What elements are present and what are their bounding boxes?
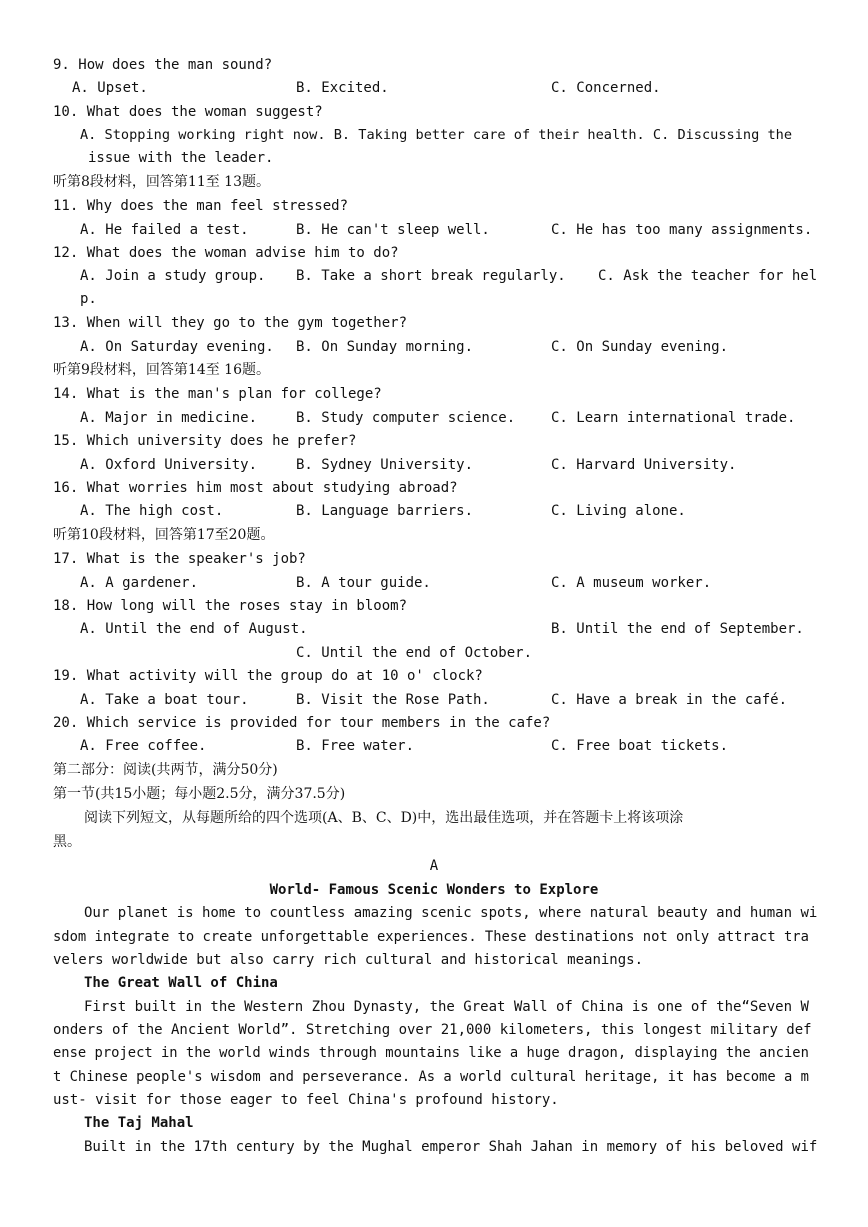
question-12-option-c-continued: p. [80, 291, 97, 307]
question-18-option-b: B. Until the end of September. [551, 621, 804, 637]
passage-letter: A [429, 858, 439, 874]
question-13-option-c: C. On Sunday evening. [551, 339, 729, 355]
question-16-option-c: C. Living alone. [551, 503, 686, 519]
section-9-heading: 听第9段材料，回答第14至 16题。 [53, 362, 270, 378]
question-12-option-b: B. Take a short break regularly. [296, 268, 566, 284]
question-17-stem: 17. What is the speaker's job? [53, 551, 306, 567]
question-19-option-a: A. Take a boat tour. [80, 692, 249, 708]
question-16-option-a: A. The high cost. [80, 503, 224, 519]
question-13-option-b: B. On Sunday morning. [296, 339, 474, 355]
reading-instructions-continued: 黑。 [53, 834, 81, 850]
question-14-option-a: A. Major in medicine. [80, 410, 258, 426]
question-20-stem: 20. Which service is provided for tour members in the cafe? [53, 715, 551, 731]
question-11-option-b: B. He can't sleep well. [296, 222, 490, 238]
question-16-option-b: B. Language barriers. [296, 503, 474, 519]
paragraph-2-line-1: First built in the Western Zhou Dynasty, the Great Wall of China is one of the“Seven W [84, 999, 809, 1015]
question-14-option-b: B. Study computer science. [296, 410, 516, 426]
paragraph-1-line-3: velers worldwide but also carry rich cultural and historical meanings. [53, 952, 644, 968]
question-9-stem: 9. How does the man sound? [53, 57, 273, 73]
question-15-stem: 15. Which university does he prefer? [53, 433, 357, 449]
question-11-option-a: A. He failed a test. [80, 222, 249, 238]
question-11-stem: 11. Why does the man feel stressed? [53, 198, 349, 214]
part-2-heading: 第二部分：阅读(共两节，满分50分) [53, 762, 278, 778]
question-9-option-c: C. Concerned. [551, 80, 661, 96]
question-19-option-b: B. Visit the Rose Path. [296, 692, 490, 708]
question-17-option-a: A. A gardener. [80, 575, 199, 591]
paragraph-1-line-2: sdom integrate to create unforgettable experiences. These destinations not only attract tra [53, 929, 809, 945]
question-12-option-a: A. Join a study group. [80, 268, 266, 284]
question-10-stem: 10. What does the woman suggest? [53, 104, 323, 120]
question-14-option-c: C. Learn international trade. [551, 410, 796, 426]
question-13-option-a: A. On Saturday evening. [80, 339, 274, 355]
question-15-option-c: C. Harvard University. [551, 457, 737, 473]
subheading-great-wall: The Great Wall of China [84, 975, 278, 991]
question-20-option-c: C. Free boat tickets. [551, 738, 729, 754]
question-19-option-c: C. Have a break in the café. [551, 692, 788, 708]
question-15-option-b: B. Sydney University. [296, 457, 474, 473]
question-13-stem: 13. When will they go to the gym together? [53, 315, 408, 331]
question-10-options-line1: A. Stopping working right now. B. Taking better care of their health. C. Discussing the [80, 127, 793, 143]
subheading-taj-mahal: The Taj Mahal [84, 1115, 194, 1131]
question-17-option-b: B. A tour guide. [296, 575, 431, 591]
question-15-option-a: A. Oxford University. [80, 457, 258, 473]
question-9-option-a: A. Upset. [72, 80, 148, 96]
section-1-heading: 第一节(共15小题；每小题2.5分，满分37.5分) [53, 786, 346, 802]
question-18-option-c: C. Until the end of October. [296, 645, 533, 661]
question-20-option-b: B. Free water. [296, 738, 415, 754]
question-12-option-c: C. Ask the teacher for hel [598, 268, 818, 284]
question-12-stem: 12. What does the woman advise him to do? [53, 245, 399, 261]
passage-title: World- Famous Scenic Wonders to Explore [269, 882, 599, 898]
section-8-heading: 听第8段材料，回答第11至 13题。 [53, 174, 270, 190]
paragraph-2-line-3: ense project in the world winds through mountains like a huge dragon, displaying the ancien [53, 1045, 809, 1061]
question-19-stem: 19. What activity will the group do at 10 o' clock? [53, 668, 483, 684]
paragraph-2-line-4: t Chinese people's wisdom and perseverance. As a world cultural heritage, it has become a m [53, 1069, 809, 1085]
question-18-option-a: A. Until the end of August. [80, 621, 308, 637]
reading-instructions: 阅读下列短文，从每题所给的四个选项(A、B、C、D)中，选出最佳选项，并在答题卡上将该项涂 [84, 810, 684, 826]
question-18-stem: 18. How long will the roses stay in bloom? [53, 598, 408, 614]
paragraph-2-line-5: ust- visit for those eager to feel China's profound history. [53, 1092, 559, 1108]
question-20-option-a: A. Free coffee. [80, 738, 207, 754]
question-14-stem: 14. What is the man's plan for college? [53, 386, 382, 402]
question-11-option-c: C. He has too many assignments. [551, 222, 813, 238]
paragraph-3-line-1: Built in the 17th century by the Mughal emperor Shah Jahan in memory of his beloved wif [84, 1139, 818, 1155]
question-9-option-b: B. Excited. [296, 80, 389, 96]
paragraph-1-line-1: Our planet is home to countless amazing scenic spots, where natural beauty and human wi [84, 905, 818, 921]
paragraph-2-line-2: onders of the Ancient World”. Stretching over 21,000 kilometers, this longest military def [53, 1022, 812, 1038]
section-10-heading: 听第10段材料，回答第17至20题。 [53, 527, 275, 543]
question-16-stem: 16. What worries him most about studying abroad? [53, 480, 458, 496]
question-10-options-line2: issue with the leader. [88, 150, 274, 166]
question-17-option-c: C. A museum worker. [551, 575, 712, 591]
